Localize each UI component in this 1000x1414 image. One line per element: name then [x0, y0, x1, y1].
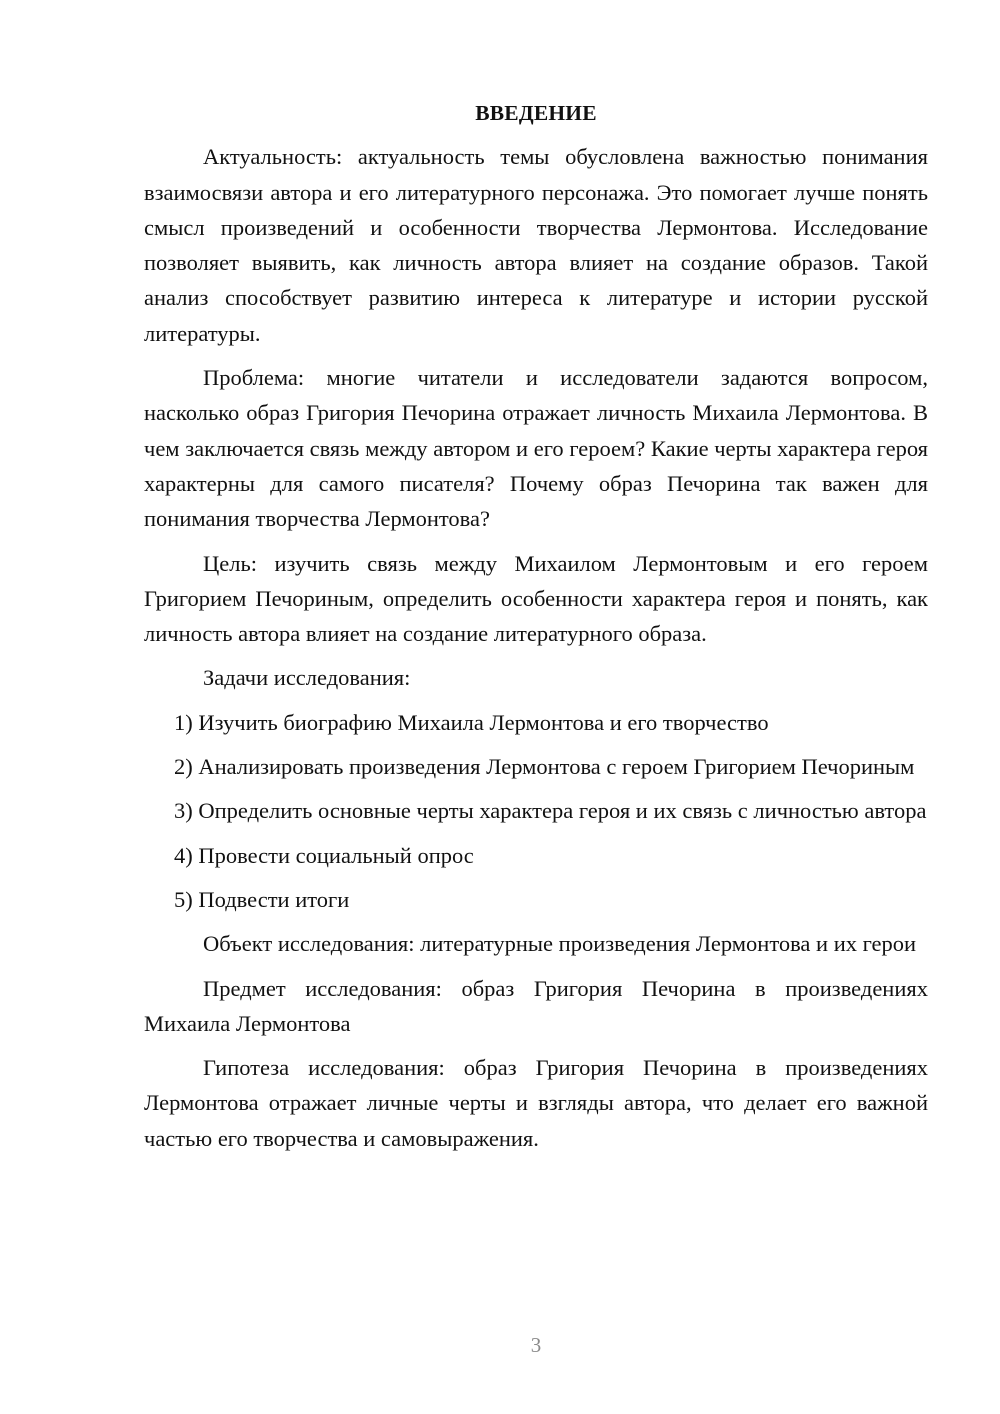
page-content — [144, 96, 928, 1165]
goal-paragraph: Цель: изучить связь между Михаилом Лермонтовым и его героем Григорием Печориным, определить особенности характера героя и понять, как личность автора влияет на создание литературного образа. — [144, 550, 928, 647]
task-item: 4) Провести социальный опрос — [174, 842, 474, 868]
task-item: 2) Анализировать произведения Лермонтова с героем Григорием Печориным — [174, 754, 915, 780]
task-item: 5) Подвести итоги — [174, 886, 350, 912]
task-item: 3) Определить основные черты характера героя и их связь с личностью автора — [174, 798, 927, 824]
tasks-heading: Задачи исследования: — [203, 665, 411, 691]
problem-paragraph: Проблема: многие читатели и исследователи задаются вопросом, насколько образ Григория Печорина отражает личность Михаила Лермонтова. В чем заключается связь между автором и его героем? Какие черты характера героя характерны для самого писателя? Почему образ Печорина так важен для понимания творчества Лермонтова? — [144, 365, 928, 532]
relevance-paragraph: Актуальность: актуальность темы обусловлена важностью понимания взаимосвязи автора и его литературного персонажа. Это помогает лучше понять смысл произведений и особенности творчества Лермонтова. Исследование позволяет выявить, как личность автора влияет на создание образов. Такой анализ способствует развитию интереса к литературе и истории русской литературы. — [144, 144, 928, 346]
subject-paragraph: Предмет исследования: образ Григория Печорина в произведениях Михаила Лермонтова — [144, 975, 928, 1036]
task-item: 1) Изучить биографию Михаила Лермонтова и его творчество — [174, 709, 769, 735]
hypothesis-paragraph: Гипотеза исследования: образ Григория Печорина в произведениях Лермонтова отражает личные черты и взгляды автора, что делает его важной частью его творчества и самовыражения. — [144, 1055, 928, 1151]
page-number: 3 — [530, 1333, 542, 1357]
page-title: ВВЕДЕНИЕ — [475, 101, 597, 125]
object-paragraph: Объект исследования: литературные произведения Лермонтова и их герои — [203, 931, 917, 957]
